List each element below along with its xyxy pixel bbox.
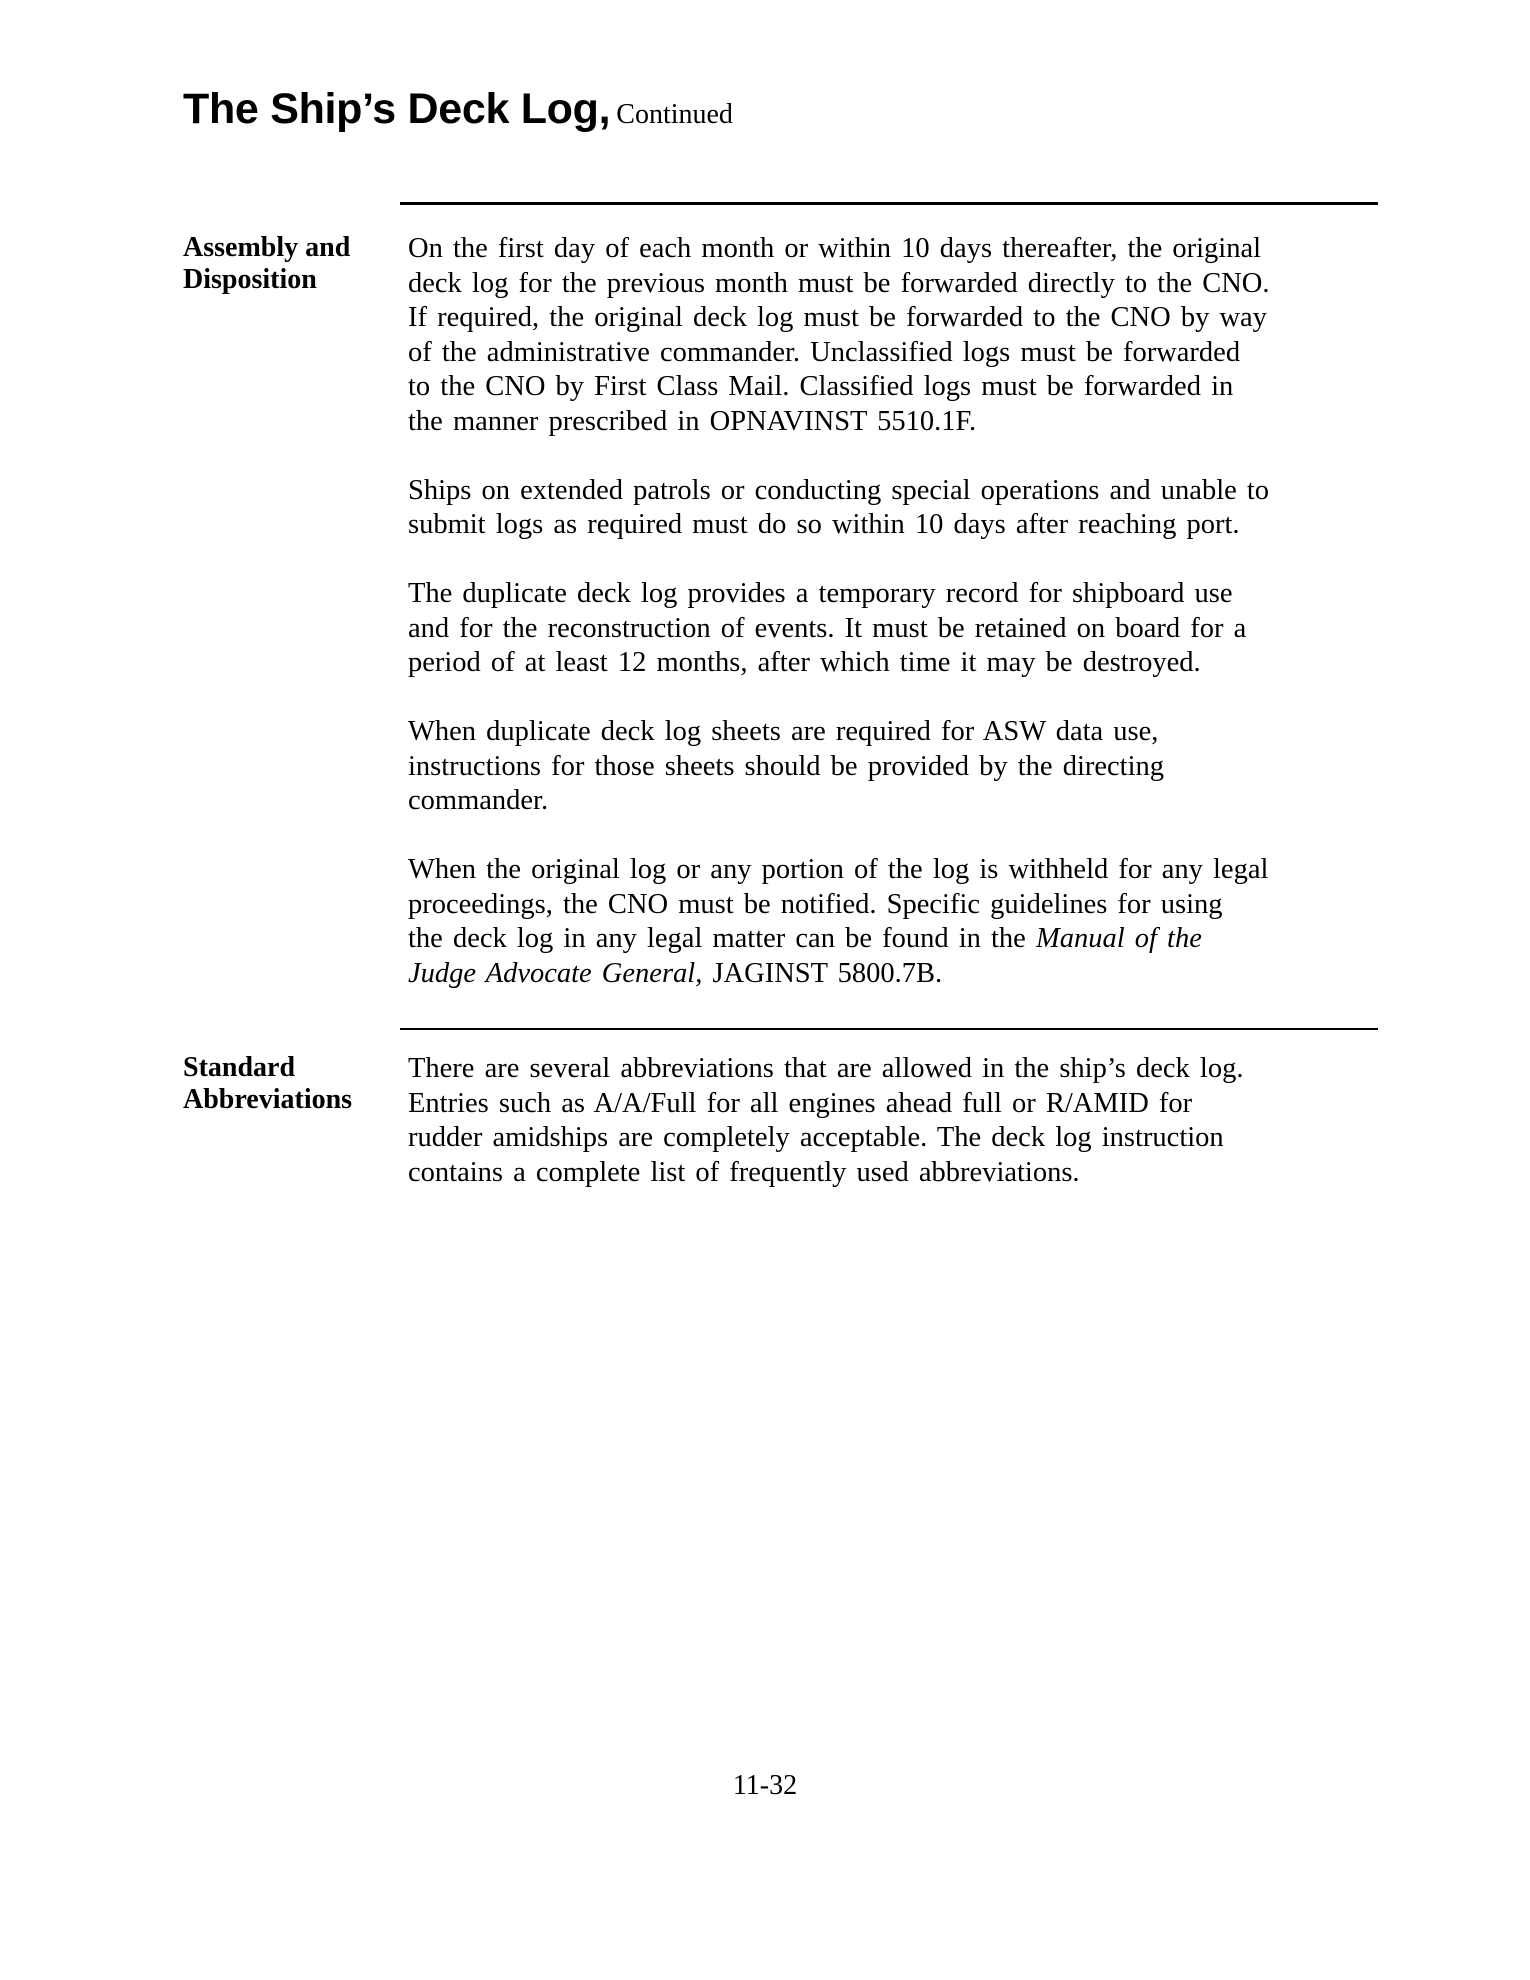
text-line: On the first day of each month or within 10 days thereafter, the original — [408, 233, 1262, 264]
text-line: rudder amidships are completely acceptable. The deck log instruction — [408, 1122, 1224, 1153]
section-label — [183, 1052, 393, 1116]
page-number: 11-32 — [732, 1770, 798, 1801]
text-line: If required, the original deck log must be forwarded to the CNO by way — [408, 302, 1267, 333]
text-line: and for the reconstruction of events. It must be retained on board for a — [408, 612, 1247, 644]
paragraph-extended-patrols — [408, 474, 1343, 543]
section-label — [183, 232, 393, 296]
paragraph-duplicate-log — [408, 577, 1343, 681]
section-label-line: Disposition — [183, 264, 317, 295]
section-body — [408, 1052, 1343, 1190]
page-title — [183, 85, 733, 133]
text-line: proceedings, the CNO must be notified. Specific guidelines for using — [408, 888, 1223, 920]
text-line — [408, 957, 1343, 992]
text-line: commander. — [408, 785, 549, 816]
text-line: contains a complete list of frequently used abbreviations. — [408, 1156, 1080, 1188]
text-line: There are several abbreviations that are allowed in the ship’s deck log. — [408, 1053, 1244, 1084]
text-line: Ships on extended patrols or conducting special operations and unable to — [408, 474, 1270, 506]
text-line: The duplicate deck log provides a temporary record for shipboard use — [408, 578, 1233, 609]
section-label-line: Abbreviations — [183, 1084, 353, 1115]
section-divider-top — [400, 202, 1378, 205]
text-line: Entries such as A/A/Full for all engines ahead full or R/AMID for — [408, 1087, 1193, 1119]
section-divider — [400, 1028, 1378, 1030]
text-line: When duplicate deck log sheets are required for ASW data use, — [408, 716, 1159, 747]
text-segment: JAGINST 5800.7B. — [702, 957, 943, 989]
text-line: instructions for those sheets should be provided by the directing — [408, 750, 1164, 782]
text-line: deck log for the previous month must be forwarded directly to the CNO. — [408, 267, 1270, 299]
text-line: period of at least 12 months, after which time it may be destroyed. — [408, 647, 1201, 678]
page-title-continued: Continued — [616, 99, 733, 130]
manual-title-italic: Manual of the — [1035, 923, 1202, 954]
paragraph-asw-sheets — [408, 715, 1343, 819]
section-label-line: Assembly and — [183, 232, 351, 263]
text-segment: the deck log in any legal matter can be found in the — [408, 923, 1036, 954]
text-line — [408, 922, 1343, 957]
paragraph-legal-proceedings — [408, 853, 1343, 991]
manual-title-italic: Judge Advocate General, — [408, 957, 703, 989]
paragraph-forwarding — [408, 232, 1343, 439]
text-line: to the CNO by First Class Mail. Classified logs must be forwarded in — [408, 371, 1234, 402]
section-label-line: Standard — [183, 1052, 296, 1083]
text-line: the manner prescribed in OPNAVINST 5510.1F. — [408, 405, 977, 437]
page-title-main: The Ship’s Deck Log, — [183, 85, 611, 133]
paragraph-abbreviations — [408, 1052, 1343, 1190]
text-line: submit logs as required must do so within 10 days after reaching port. — [408, 509, 1240, 540]
section-body — [408, 232, 1343, 991]
text-line: of the administrative commander. Unclassified logs must be forwarded — [408, 336, 1241, 368]
text-line: When the original log or any portion of the log is withheld for any legal — [408, 854, 1269, 885]
